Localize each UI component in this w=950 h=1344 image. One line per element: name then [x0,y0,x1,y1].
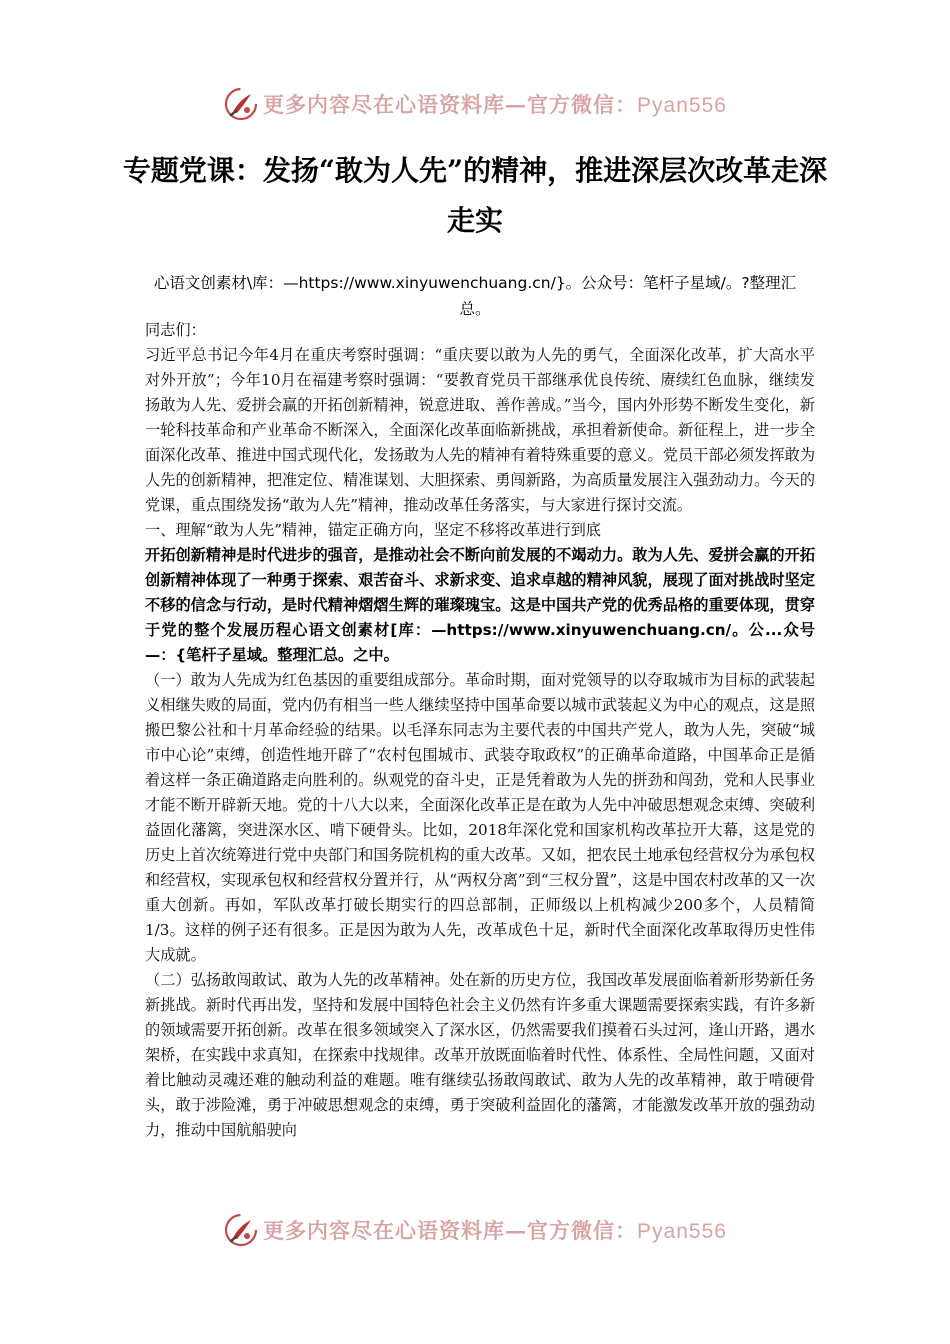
brush-logo-icon [223,86,259,122]
source-line: 心语文创素材\库：—https://www.xinyuwenchuang.cn/}。公众号：笔杆子星域/。?整理汇总。 [153,274,797,318]
banner-label: 更多内容尽在心语资料库—官方微信： [263,1218,638,1243]
brush-logo-icon [223,1212,259,1248]
banner-text [263,89,727,119]
paragraph-subsection-1: （一）敢为人先成为红色基因的重要组成部分。革命时期，面对党领导的以夺取城市为目标的武装起义相继失败的局面，党内仍有相当一些人继续坚持中国革命要以城市武装起义为中心的观点，这是照搬巴黎公社和十月革命经验的结果。以毛泽东同志为主要代表的中国共产党人，敢为人先，突破“城市中心论”束缚，创造性地开辟了“农村包围城市、武装夺取政权”的正确革命道路，中国革命正是循着这样一条正确道路走向胜利的。纵观党的奋斗史，正是凭着敢为人先的拼劲和闯劲，党和人民事业才能不断开辟新天地。党的十八大以来，全面深化改革正是在敢为人先中冲破思想观念束缚、突破利益固化藩篱，突进深水区、啃下硬骨头。比如，2018年深化党和国家机构改革拉开大幕，这是党的历史上首次统筹进行党中央部门和国务院机构的重大改革。又如，把农民土地承包经营权分为承包权和经营权，实现承包权和经营权分置并行，从“两权分离”到“三权分置”，这是中国农村改革的又一次重大创新。再如，军队改革打破长期实行的四总部制，正师级以上机构减少200多个，人员精简1/3。这样的例子还有很多。正是因为敢为人先，改革成色十足，新时代全面深化改革取得历史性伟大成就。 [145,671,815,964]
header-banner [0,84,950,124]
paragraph-greeting: 同志们： [145,321,206,339]
footer-banner [0,1210,950,1250]
paragraph-bold-summary: 开拓创新精神是时代进步的强音，是推动社会不断向前发展的不竭动力。敢为人先、爱拼会赢的开拓创新精神体现了一种勇于探索、艰苦奋斗、求新求变、追求卓越的精神风貌，展现了面对挑战时坚定不移的信念与行动，是时代精神熠熠生辉的璀璨瑰宝。这是中国共产党的优秀品格的重要体现，贯穿于党的整个发展历程心语文创素材[库：—https://www.xinyuwenchuang.cn/。公...众号—：{笔杆子星域。整理汇总。之中。 [145,546,815,664]
banner-wechat-id: Pyan556 [637,1220,727,1243]
section-heading-1: 一、理解“敢为人先”精神，锚定正确方向，坚定不移将改革进行到底 [145,521,601,539]
banner-wechat-id: Pyan556 [637,94,727,117]
banner-label: 更多内容尽在心语资料库—官方微信： [263,92,638,117]
document-title: 专题党课：发扬“敢为人先”的精神，推进深层次改革走深走实 [122,154,828,237]
paragraph-subsection-2: （二）弘扬敢闯敢试、敢为人先的改革精神。处在新的历史方位，我国改革发展面临着新形势新任务新挑战。新时代再出发，坚持和发展中国特色社会主义仍然有许多重大课题需要探索实践，有许多新的领域需要开拓创新。改革在很多领域突入了深水区，仍然需要我们摸着石头过河，逢山开路，遇水架桥，在实践中求真知，在探索中找规律。改革开放既面临着时代性、体系性、全局性问题，又面对着比触动灵魂还难的触动利益的难题。唯有继续弘扬敢闯敢试、敢为人先的改革精神，敢于啃硬骨头，敢于涉险滩，勇于冲破思想观念的束缚，勇于突破利益固化的藩篱，才能激发改革开放的强劲动力，推动中国航船驶向 [145,971,815,1139]
document-body [145,318,815,1143]
banner-text [263,1215,727,1245]
paragraph-intro: 习近平总书记今年4月在重庆考察时强调：“重庆要以敢为人先的勇气，全面深化改革，扩大高水平对外开放”；今年10月在福建考察时强调：“要教育党员干部继承优良传统、赓续红色血脉，继续发扬敢为人先、爱拼会赢的开拓创新精神，锐意进取、善作善成。”当今，国内外形势不断发生变化，新一轮科技革命和产业革命不断深入，全面深化改革面临新挑战，承担着新使命。新征程上，进一步全面深化改革、推进中国式现代化，发扬敢为人先的精神有着特殊重要的意义。党员干部必须发挥敢为人先的创新精神，把准定位、精准谋划、大胆探索、勇闯新路，为高质量发展注入强劲动力。今天的党课，重点围绕发扬“敢为人先”精神，推动改革任务落实，与大家进行探讨交流。 [145,346,815,514]
